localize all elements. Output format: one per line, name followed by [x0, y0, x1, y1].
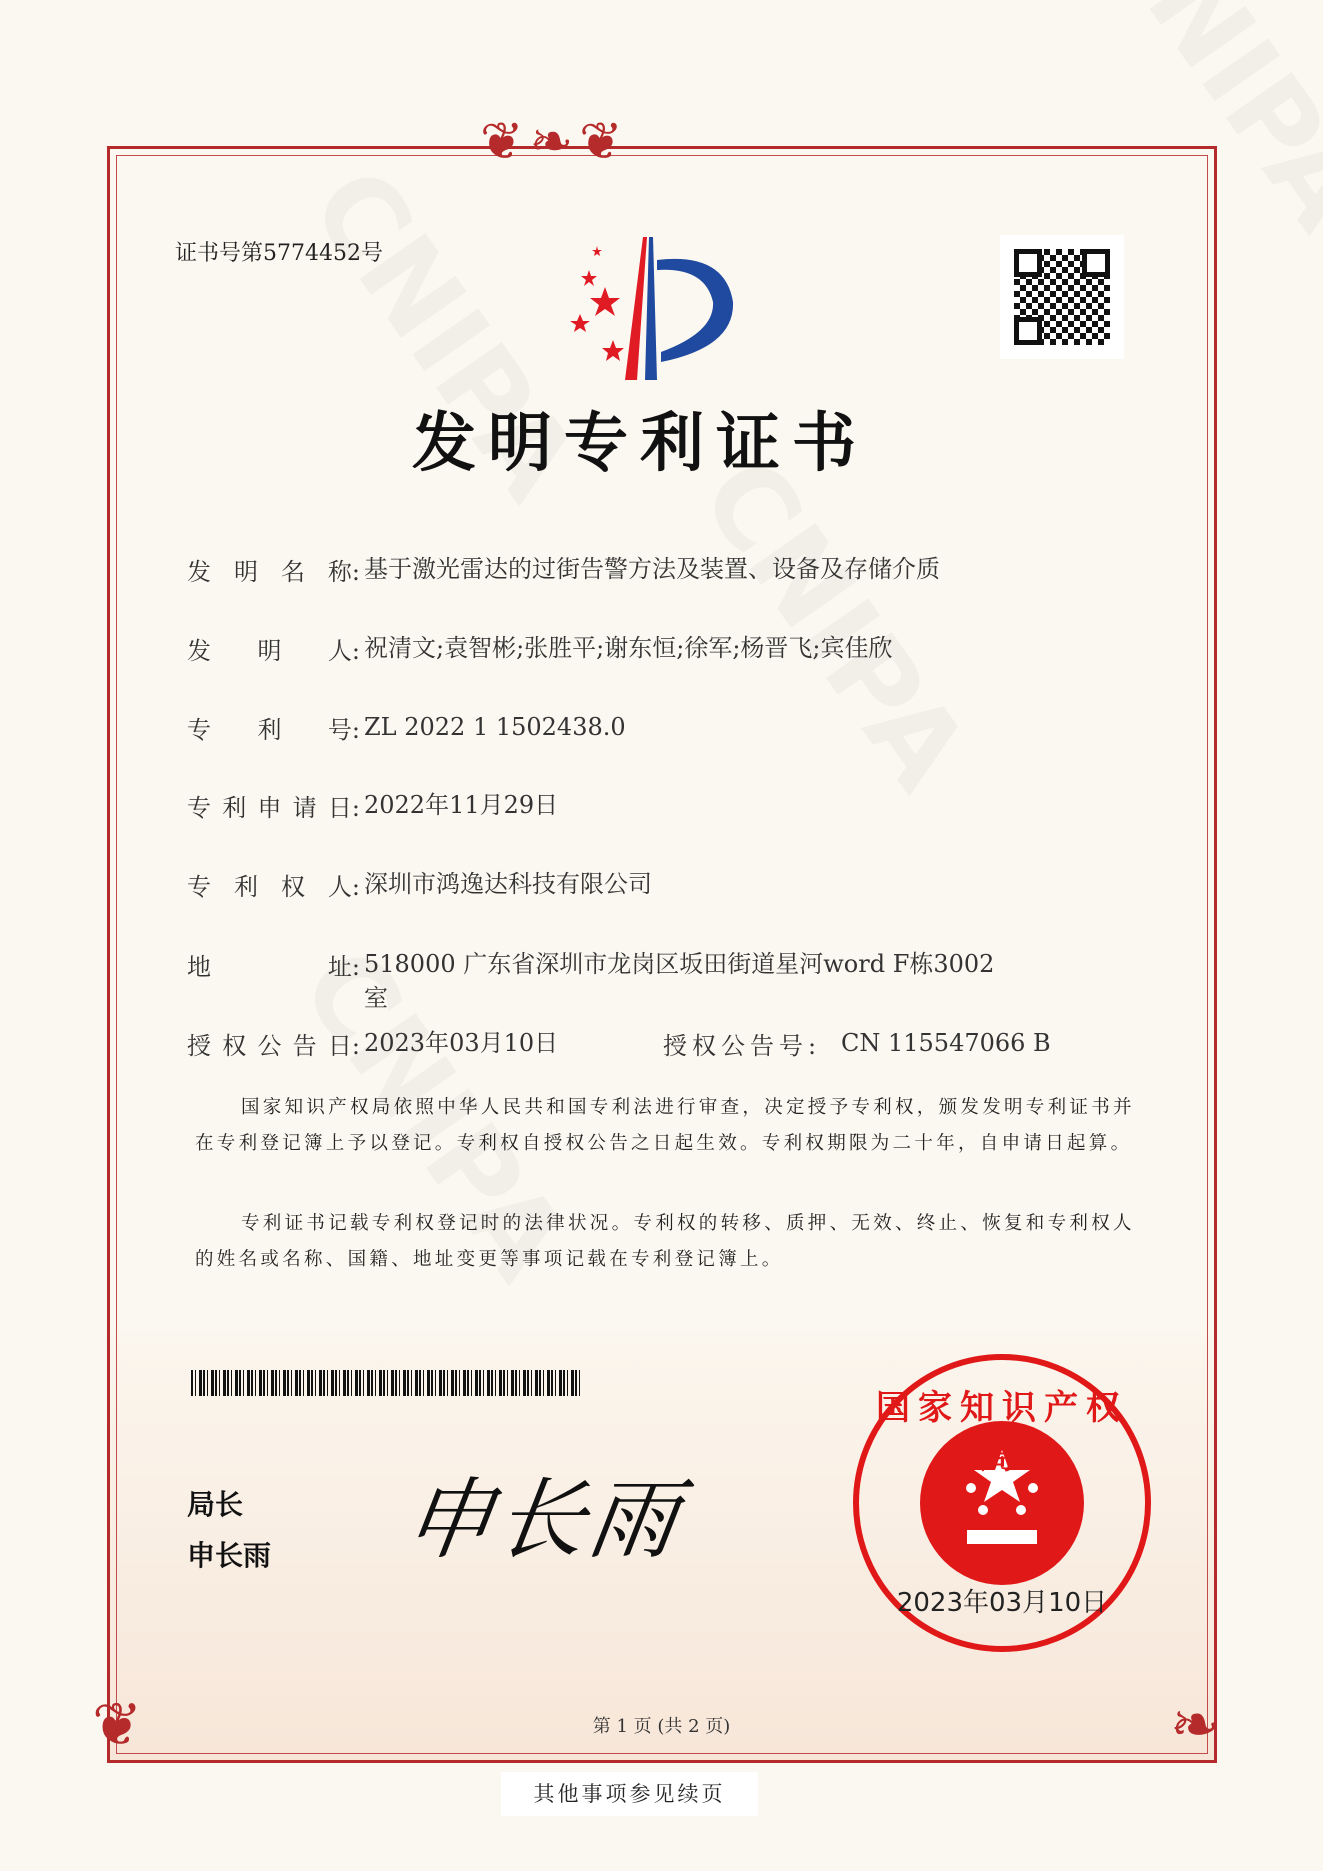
announcement-number-label: 授权公告号: [663, 1032, 822, 1060]
legal-paragraph-1: 国家知识产权局依照中华人民共和国专利法进行审查，决定授予专利权，颁发发明专利证书并在专利登记簿上予以登记。专利权自授权公告之日起生效。专利权期限为二十年，自申请日起算。 [195, 1097, 1135, 1154]
corner-ornament-right: ❧ [1170, 1690, 1221, 1760]
patent-number-value: ZL 2022 1 1502438.0 [364, 713, 626, 741]
barcode [191, 1370, 582, 1396]
patentee-value: 深圳市鸿逸达科技有限公司 [364, 870, 652, 898]
seal-text: 国家知识产权局 [876, 1388, 1128, 1477]
cnipa-logo [565, 232, 765, 382]
corner-ornament-left: ❦ [92, 1690, 143, 1760]
invention-name-value: 基于激光雷达的过街告警方法及装置、设备及存储介质 [364, 555, 940, 583]
stars-icon [570, 246, 624, 361]
field-address: 地 址: 518000 广东省深圳市龙岗区坂田街道星河word F栋3002室 [187, 947, 1004, 1015]
signature: 申长雨 [397, 1468, 689, 1571]
address-value: 518000 广东省深圳市龙岗区坂田街道星河word F栋3002室 [364, 950, 995, 1012]
application-date-value: 2022年11月29日 [364, 791, 559, 819]
certificate-number: 证书号第5774452号 [175, 241, 383, 266]
field-inventors: 发 明 人: 祝清文;袁智彬;张胜平;谢东恒;徐军;杨晋飞;宾佳欣 [187, 631, 1014, 666]
field-application-date: 专 利 申 请 日: 2022年11月29日 [187, 788, 1014, 823]
inventors-value: 祝清文;袁智彬;张胜平;谢东恒;徐军;杨晋飞;宾佳欣 [364, 634, 893, 662]
continuation-note: 其他事项参见续页 [501, 1772, 758, 1816]
field-patent-number: 专 利 号: ZL 2022 1 1502438.0 [187, 710, 1014, 745]
grant-date-value: 2023年03月10日 [364, 1029, 559, 1057]
seal-date: 2023年03月10日 [896, 1588, 1108, 1618]
official-seal [853, 1354, 1151, 1652]
director-name: 申长雨 [187, 1539, 272, 1572]
field-invention-name: 发 明 名 称: 基于激光雷达的过街告警方法及装置、设备及存储介质 [187, 552, 1014, 587]
field-patentee: 专 利 权 人: 深圳市鸿逸达科技有限公司 [187, 867, 1014, 902]
document-title: 发明专利证书 [412, 407, 868, 481]
field-grant-date: 授 权 公 告 日: 2023年03月10日 授权公告号: CN 115547066 B [187, 1026, 1061, 1061]
director-title: 局长 [187, 1488, 244, 1521]
top-ornament: ❦❧❦ [480, 112, 629, 172]
announcement-number-value: CN 115547066 B [841, 1029, 1051, 1057]
page-number: 第 1 页 (共 2 页) [592, 1716, 731, 1737]
qr-code [1000, 235, 1124, 359]
legal-paragraph-2: 专利证书记载专利权登记时的法律状况。专利权的转移、质押、无效、终止、恢复和专利权人的姓名或名称、国籍、地址变更等事项记载在专利登记簿上。 [195, 1213, 1135, 1270]
